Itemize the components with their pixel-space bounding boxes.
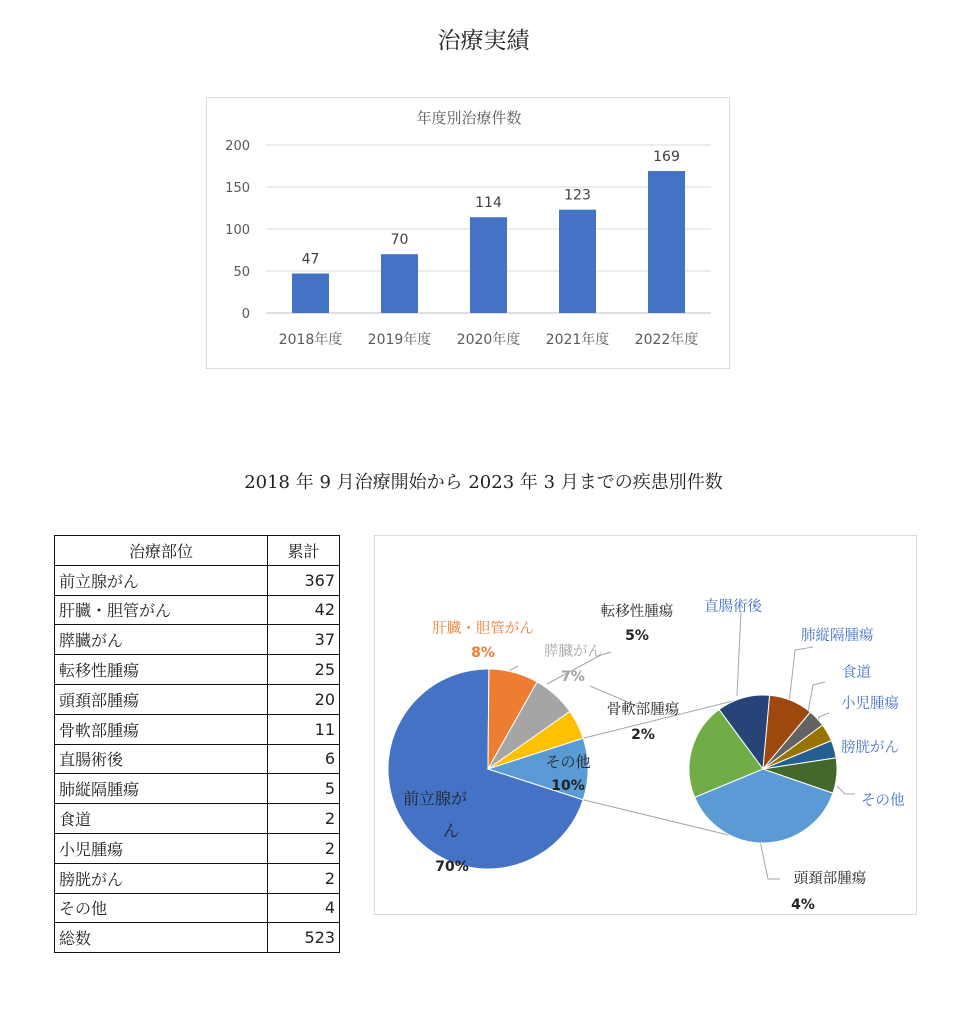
leader-line <box>837 786 855 794</box>
x-tick-label: 2018年度 <box>278 332 343 348</box>
table-cell-site: 前立腺がん <box>55 565 268 595</box>
pie-label: 食道 <box>842 665 871 681</box>
table-cell-site: 頭頚部腫瘍 <box>55 684 268 714</box>
pie-label: 2% <box>631 727 655 743</box>
y-tick-label: 50 <box>233 265 250 280</box>
pie-chart <box>374 535 917 915</box>
table-cell-count: 2 <box>268 833 340 863</box>
bar-value-label: 70 <box>390 232 409 249</box>
table-cell-count: 6 <box>268 744 340 774</box>
table-cell-site: 小児腫瘍 <box>55 833 268 863</box>
table-cell-count: 2 <box>268 863 340 893</box>
pie-label: 肺縦隔腫瘍 <box>801 628 874 644</box>
section-title: 2018 年 9 月治療開始から 2023 年 3 月までの疾患別件数 <box>244 472 723 493</box>
table-cell-site: 食道 <box>55 804 268 834</box>
pie-label: 前立腺が <box>402 789 468 808</box>
table-row <box>55 625 340 655</box>
table-row <box>55 833 340 863</box>
page-title: 治療実績 <box>437 28 530 54</box>
table-cell-site: 膀胱がん <box>55 863 268 893</box>
table-cell-count: 42 <box>268 595 340 625</box>
table-cell-count: 523 <box>268 923 340 953</box>
pie-label: 膵臓がん <box>544 644 602 660</box>
table-row <box>55 774 340 804</box>
table-cell-count: 11 <box>268 714 340 744</box>
table-cell-site: 直腸術後 <box>55 744 268 774</box>
table-cell-count: 20 <box>268 684 340 714</box>
table-row <box>55 684 340 714</box>
table-row <box>55 655 340 685</box>
bar-chart <box>206 97 730 369</box>
pie-label: 5% <box>625 628 649 644</box>
y-tick-label: 200 <box>225 139 250 154</box>
table-cell-site: 膵臓がん <box>55 625 268 655</box>
table-row <box>55 595 340 625</box>
chart-title: 年度別治療件数 <box>416 109 522 127</box>
x-tick-label: 2019年度 <box>367 332 432 348</box>
table-row <box>55 744 340 774</box>
data-table <box>54 535 340 953</box>
bar <box>470 217 507 313</box>
header-treatment-site: 治療部位 <box>55 536 268 566</box>
bar-value-label: 169 <box>653 149 680 166</box>
bar <box>292 274 329 313</box>
y-tick-label: 0 <box>241 307 250 322</box>
pie-label: 8% <box>471 645 495 661</box>
table-row <box>55 714 340 744</box>
table-cell-count: 5 <box>268 774 340 804</box>
table-cell-site: 総数 <box>55 923 268 953</box>
x-tick-label: 2020年度 <box>456 332 521 348</box>
pie-label: 肝臓・胆管がん <box>432 621 534 637</box>
table-row <box>55 804 340 834</box>
pie-label: ん <box>442 821 460 840</box>
pie-label: 膀胱がん <box>841 740 899 756</box>
table-row <box>55 565 340 595</box>
bar <box>559 210 596 313</box>
pie-label: 転移性腫瘍 <box>600 604 674 620</box>
table-cell-count: 37 <box>268 625 340 655</box>
y-tick-label: 100 <box>225 223 250 238</box>
table-cell-site: 肺縦隔腫瘍 <box>55 774 268 804</box>
table-row <box>55 893 340 923</box>
table-cell-site: 転移性腫瘍 <box>55 655 268 685</box>
table-cell-site: 骨軟部腫瘍 <box>55 714 268 744</box>
pie-label: 小児腫瘍 <box>841 696 899 712</box>
table-cell-count: 4 <box>268 893 340 923</box>
pie-label: その他 <box>545 753 591 771</box>
x-tick-label: 2022年度 <box>634 332 699 348</box>
header-cumulative: 累計 <box>268 536 340 566</box>
leader-line <box>737 611 741 696</box>
table-cell-count: 367 <box>268 565 340 595</box>
pie-label: 頭頚部腫瘍 <box>793 871 867 887</box>
x-tick-label: 2021年度 <box>545 332 610 348</box>
leader-line <box>808 682 825 712</box>
bar-value-label: 47 <box>301 251 320 268</box>
bar <box>648 171 685 313</box>
table-cell-site: 肝臓・胆管がん <box>55 595 268 625</box>
table-cell-count: 25 <box>268 655 340 685</box>
leader-line <box>789 647 813 704</box>
table-row <box>55 863 340 893</box>
pie-label: 70% <box>435 859 469 875</box>
table-header-row <box>55 536 340 566</box>
bar <box>381 254 418 313</box>
pie-label: その他 <box>861 793 905 809</box>
table-row <box>55 923 340 953</box>
pie-label: 直腸術後 <box>704 599 762 615</box>
bar-value-label: 123 <box>564 187 591 204</box>
pie-label: 骨軟部腫瘍 <box>606 702 680 718</box>
table-cell-count: 2 <box>268 804 340 834</box>
bar-value-label: 114 <box>475 195 502 212</box>
y-tick-label: 150 <box>225 181 250 196</box>
pie-label: 10% <box>551 778 585 794</box>
pie-label: 4% <box>791 897 815 913</box>
pie-label: 7% <box>561 669 585 685</box>
table-cell-site: その他 <box>55 893 268 923</box>
